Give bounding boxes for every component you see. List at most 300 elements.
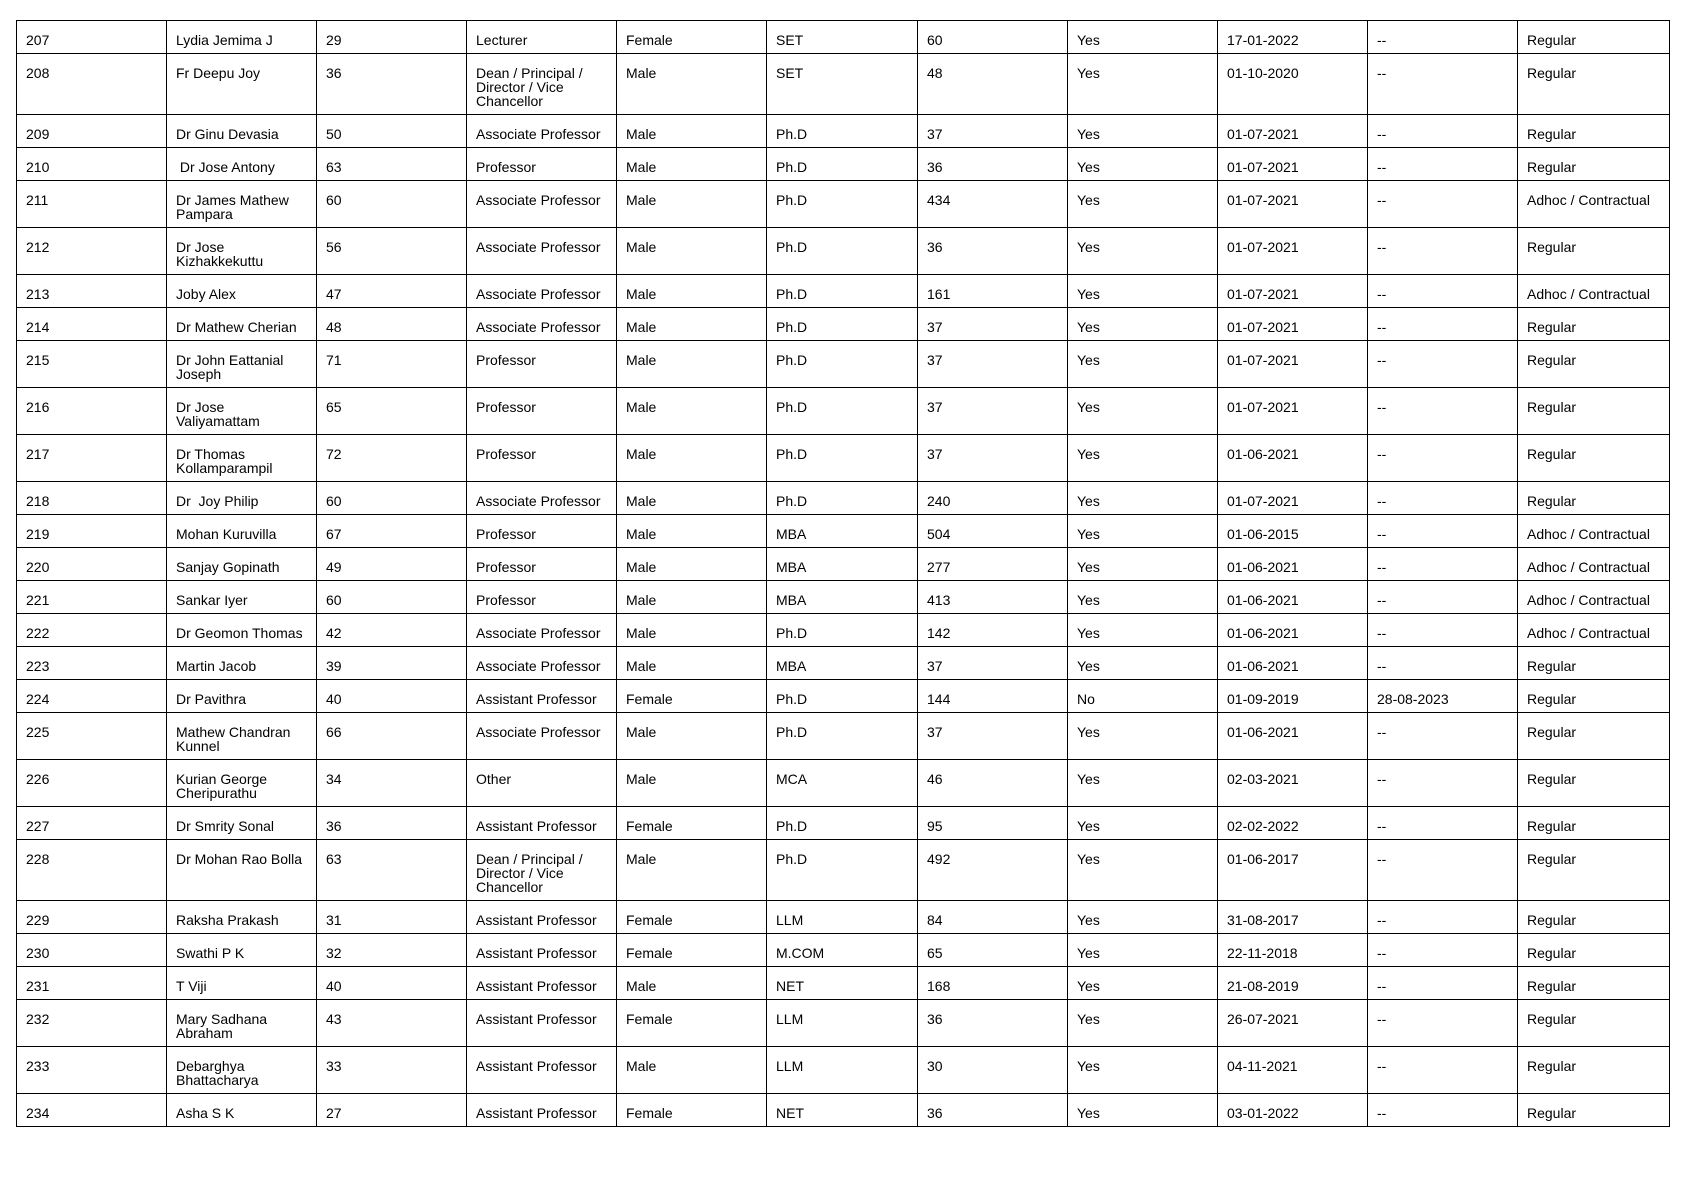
qualification-cell: Ph.D [767,148,918,181]
currently-serving-cell: Yes [1068,308,1218,341]
gender-cell: Male [617,228,767,275]
name-cell: Mary Sadhana Abraham [167,1000,317,1047]
joining-date-cell: 02-02-2022 [1218,807,1368,840]
appointment-type-cell: Regular [1518,435,1670,482]
currently-serving-cell: Yes [1068,54,1218,115]
appointment-type-cell: Regular [1518,341,1670,388]
table-row [17,840,1670,901]
qualification-cell: NET [767,967,918,1000]
serial-number-cell: 224 [17,680,167,713]
experience-cell: 413 [918,581,1068,614]
currently-serving-cell: Yes [1068,760,1218,807]
experience-cell: 48 [918,54,1068,115]
gender-cell: Male [617,341,767,388]
table-row [17,647,1670,680]
qualification-cell: LLM [767,1000,918,1047]
appointment-type-cell: Regular [1518,840,1670,901]
currently-serving-cell: No [1068,680,1218,713]
table-row [17,614,1670,647]
experience-cell: 37 [918,435,1068,482]
experience-cell: 161 [918,275,1068,308]
joining-date-cell: 22-11-2018 [1218,934,1368,967]
leaving-date-cell: -- [1368,760,1518,807]
name-cell: Dr Thomas Kollamparampil [167,435,317,482]
currently-serving-cell: Yes [1068,840,1218,901]
experience-cell: 36 [918,1000,1068,1047]
name-cell: Dr Mathew Cherian [167,308,317,341]
joining-date-cell: 31-08-2017 [1218,901,1368,934]
gender-cell: Male [617,647,767,680]
appointment-type-cell: Adhoc / Contractual [1518,581,1670,614]
currently-serving-cell: Yes [1068,581,1218,614]
leaving-date-cell: -- [1368,807,1518,840]
designation-cell: Associate Professor [467,482,617,515]
table-row [17,228,1670,275]
appointment-type-cell: Regular [1518,680,1670,713]
gender-cell: Female [617,1094,767,1127]
serial-number-cell: 208 [17,54,167,115]
serial-number-cell: 214 [17,308,167,341]
designation-cell: Associate Professor [467,275,617,308]
leaving-date-cell: -- [1368,388,1518,435]
designation-cell: Associate Professor [467,228,617,275]
currently-serving-cell: Yes [1068,807,1218,840]
gender-cell: Male [617,308,767,341]
leaving-date-cell: -- [1368,967,1518,1000]
gender-cell: Male [617,515,767,548]
name-cell: Joby Alex [167,275,317,308]
name-cell: Dr Jose Antony [167,148,317,181]
appointment-type-cell: Regular [1518,54,1670,115]
table-row [17,760,1670,807]
table-row [17,482,1670,515]
age-cell: 27 [317,1094,467,1127]
gender-cell: Male [617,967,767,1000]
table-row [17,967,1670,1000]
designation-cell: Associate Professor [467,713,617,760]
name-cell: Lydia Jemima J [167,21,317,54]
name-cell: Dr Pavithra [167,680,317,713]
table-row [17,581,1670,614]
joining-date-cell: 01-06-2015 [1218,515,1368,548]
gender-cell: Female [617,807,767,840]
age-cell: 40 [317,967,467,1000]
leaving-date-cell: -- [1368,228,1518,275]
name-cell: Sanjay Gopinath [167,548,317,581]
designation-cell: Associate Professor [467,647,617,680]
serial-number-cell: 221 [17,581,167,614]
joining-date-cell: 01-07-2021 [1218,308,1368,341]
qualification-cell: LLM [767,901,918,934]
qualification-cell: MBA [767,647,918,680]
age-cell: 72 [317,435,467,482]
table-row [17,807,1670,840]
age-cell: 60 [317,181,467,228]
experience-cell: 142 [918,614,1068,647]
name-cell: T Viji [167,967,317,1000]
currently-serving-cell: Yes [1068,548,1218,581]
serial-number-cell: 229 [17,901,167,934]
table-row [17,115,1670,148]
serial-number-cell: 225 [17,713,167,760]
leaving-date-cell: 28-08-2023 [1368,680,1518,713]
experience-cell: 36 [918,148,1068,181]
serial-number-cell: 219 [17,515,167,548]
qualification-cell: M.COM [767,934,918,967]
currently-serving-cell: Yes [1068,181,1218,228]
table-row [17,713,1670,760]
appointment-type-cell: Regular [1518,21,1670,54]
experience-cell: 84 [918,901,1068,934]
joining-date-cell: 01-06-2021 [1218,581,1368,614]
currently-serving-cell: Yes [1068,275,1218,308]
experience-cell: 492 [918,840,1068,901]
experience-cell: 60 [918,21,1068,54]
age-cell: 47 [317,275,467,308]
currently-serving-cell: Yes [1068,21,1218,54]
currently-serving-cell: Yes [1068,515,1218,548]
serial-number-cell: 210 [17,148,167,181]
gender-cell: Female [617,680,767,713]
joining-date-cell: 01-07-2021 [1218,228,1368,275]
appointment-type-cell: Regular [1518,228,1670,275]
leaving-date-cell: -- [1368,515,1518,548]
table-row [17,308,1670,341]
leaving-date-cell: -- [1368,308,1518,341]
name-cell: Dr James Mathew Pampara [167,181,317,228]
appointment-type-cell: Regular [1518,1000,1670,1047]
gender-cell: Male [617,548,767,581]
appointment-type-cell: Adhoc / Contractual [1518,515,1670,548]
designation-cell: Dean / Principal / Director / Vice Chancellor [467,54,617,115]
name-cell: Dr Joy Philip [167,482,317,515]
joining-date-cell: 01-06-2021 [1218,614,1368,647]
experience-cell: 37 [918,308,1068,341]
designation-cell: Associate Professor [467,115,617,148]
qualification-cell: Ph.D [767,680,918,713]
qualification-cell: Ph.D [767,275,918,308]
leaving-date-cell: -- [1368,181,1518,228]
experience-cell: 168 [918,967,1068,1000]
table-row [17,680,1670,713]
joining-date-cell: 01-07-2021 [1218,388,1368,435]
currently-serving-cell: Yes [1068,901,1218,934]
leaving-date-cell: -- [1368,614,1518,647]
table-row [17,901,1670,934]
age-cell: 50 [317,115,467,148]
serial-number-cell: 212 [17,228,167,275]
table-row [17,21,1670,54]
gender-cell: Male [617,713,767,760]
age-cell: 39 [317,647,467,680]
gender-cell: Female [617,1000,767,1047]
age-cell: 31 [317,901,467,934]
serial-number-cell: 213 [17,275,167,308]
leaving-date-cell: -- [1368,1000,1518,1047]
experience-cell: 30 [918,1047,1068,1094]
table-row [17,181,1670,228]
experience-cell: 37 [918,115,1068,148]
table-row [17,1094,1670,1127]
age-cell: 43 [317,1000,467,1047]
serial-number-cell: 216 [17,388,167,435]
designation-cell: Professor [467,341,617,388]
serial-number-cell: 217 [17,435,167,482]
qualification-cell: MBA [767,548,918,581]
qualification-cell: LLM [767,1047,918,1094]
leaving-date-cell: -- [1368,934,1518,967]
table-row [17,1047,1670,1094]
name-cell: Mathew Chandran Kunnel [167,713,317,760]
leaving-date-cell: -- [1368,1094,1518,1127]
joining-date-cell: 04-11-2021 [1218,1047,1368,1094]
qualification-cell: Ph.D [767,482,918,515]
serial-number-cell: 223 [17,647,167,680]
gender-cell: Male [617,614,767,647]
gender-cell: Male [617,482,767,515]
currently-serving-cell: Yes [1068,435,1218,482]
age-cell: 67 [317,515,467,548]
joining-date-cell: 01-06-2021 [1218,435,1368,482]
gender-cell: Male [617,760,767,807]
appointment-type-cell: Adhoc / Contractual [1518,614,1670,647]
serial-number-cell: 211 [17,181,167,228]
designation-cell: Associate Professor [467,181,617,228]
gender-cell: Male [617,1047,767,1094]
serial-number-cell: 232 [17,1000,167,1047]
qualification-cell: Ph.D [767,840,918,901]
designation-cell: Professor [467,515,617,548]
leaving-date-cell: -- [1368,647,1518,680]
qualification-cell: Ph.D [767,228,918,275]
joining-date-cell: 03-01-2022 [1218,1094,1368,1127]
joining-date-cell: 01-07-2021 [1218,482,1368,515]
joining-date-cell: 01-10-2020 [1218,54,1368,115]
name-cell: Debarghya Bhattacharya [167,1047,317,1094]
qualification-cell: Ph.D [767,341,918,388]
qualification-cell: Ph.D [767,614,918,647]
appointment-type-cell: Regular [1518,148,1670,181]
joining-date-cell: 01-06-2017 [1218,840,1368,901]
gender-cell: Male [617,388,767,435]
name-cell: Dr Ginu Devasia [167,115,317,148]
currently-serving-cell: Yes [1068,713,1218,760]
gender-cell: Male [617,581,767,614]
qualification-cell: MCA [767,760,918,807]
experience-cell: 37 [918,713,1068,760]
appointment-type-cell: Regular [1518,1047,1670,1094]
gender-cell: Male [617,840,767,901]
joining-date-cell: 01-07-2021 [1218,181,1368,228]
appointment-type-cell: Regular [1518,388,1670,435]
leaving-date-cell: -- [1368,1047,1518,1094]
gender-cell: Male [617,275,767,308]
leaving-date-cell: -- [1368,54,1518,115]
table-row [17,388,1670,435]
age-cell: 60 [317,482,467,515]
name-cell: Dr Geomon Thomas [167,614,317,647]
joining-date-cell: 01-07-2021 [1218,275,1368,308]
table-row [17,341,1670,388]
table-row [17,515,1670,548]
currently-serving-cell: Yes [1068,148,1218,181]
designation-cell: Other [467,760,617,807]
experience-cell: 37 [918,341,1068,388]
serial-number-cell: 230 [17,934,167,967]
joining-date-cell: 21-08-2019 [1218,967,1368,1000]
age-cell: 33 [317,1047,467,1094]
table-row [17,435,1670,482]
designation-cell: Assistant Professor [467,934,617,967]
currently-serving-cell: Yes [1068,647,1218,680]
currently-serving-cell: Yes [1068,1000,1218,1047]
name-cell: Asha S K [167,1094,317,1127]
designation-cell: Assistant Professor [467,901,617,934]
age-cell: 56 [317,228,467,275]
designation-cell: Associate Professor [467,308,617,341]
qualification-cell: Ph.D [767,115,918,148]
serial-number-cell: 207 [17,21,167,54]
name-cell: Dr Smrity Sonal [167,807,317,840]
age-cell: 42 [317,614,467,647]
name-cell: Dr Jose Kizhakkekuttu [167,228,317,275]
appointment-type-cell: Regular [1518,115,1670,148]
experience-cell: 37 [918,388,1068,435]
qualification-cell: Ph.D [767,713,918,760]
designation-cell: Professor [467,148,617,181]
appointment-type-cell: Adhoc / Contractual [1518,275,1670,308]
experience-cell: 46 [918,760,1068,807]
experience-cell: 36 [918,228,1068,275]
leaving-date-cell: -- [1368,901,1518,934]
experience-cell: 65 [918,934,1068,967]
name-cell: Swathi P K [167,934,317,967]
serial-number-cell: 209 [17,115,167,148]
qualification-cell: Ph.D [767,807,918,840]
appointment-type-cell: Regular [1518,760,1670,807]
age-cell: 71 [317,341,467,388]
table-row [17,54,1670,115]
designation-cell: Assistant Professor [467,1094,617,1127]
appointment-type-cell: Regular [1518,901,1670,934]
joining-date-cell: 01-06-2021 [1218,713,1368,760]
leaving-date-cell: -- [1368,148,1518,181]
table-row [17,934,1670,967]
leaving-date-cell: -- [1368,713,1518,760]
currently-serving-cell: Yes [1068,934,1218,967]
serial-number-cell: 215 [17,341,167,388]
leaving-date-cell: -- [1368,341,1518,388]
experience-cell: 37 [918,647,1068,680]
designation-cell: Assistant Professor [467,680,617,713]
designation-cell: Professor [467,581,617,614]
appointment-type-cell: Regular [1518,308,1670,341]
serial-number-cell: 234 [17,1094,167,1127]
gender-cell: Male [617,54,767,115]
currently-serving-cell: Yes [1068,614,1218,647]
gender-cell: Female [617,901,767,934]
appointment-type-cell: Adhoc / Contractual [1518,181,1670,228]
name-cell: Fr Deepu Joy [167,54,317,115]
name-cell: Mohan Kuruvilla [167,515,317,548]
experience-cell: 36 [918,1094,1068,1127]
leaving-date-cell: -- [1368,840,1518,901]
currently-serving-cell: Yes [1068,388,1218,435]
joining-date-cell: 26-07-2021 [1218,1000,1368,1047]
designation-cell: Professor [467,435,617,482]
age-cell: 32 [317,934,467,967]
appointment-type-cell: Regular [1518,713,1670,760]
name-cell: Dr John Eattanial Joseph [167,341,317,388]
table-row [17,148,1670,181]
experience-cell: 240 [918,482,1068,515]
name-cell: Dr Mohan Rao Bolla [167,840,317,901]
designation-cell: Assistant Professor [467,807,617,840]
age-cell: 60 [317,581,467,614]
faculty-table-page [16,20,1669,1127]
name-cell: Raksha Prakash [167,901,317,934]
currently-serving-cell: Yes [1068,228,1218,275]
leaving-date-cell: -- [1368,548,1518,581]
joining-date-cell: 01-09-2019 [1218,680,1368,713]
currently-serving-cell: Yes [1068,341,1218,388]
serial-number-cell: 218 [17,482,167,515]
appointment-type-cell: Regular [1518,967,1670,1000]
joining-date-cell: 01-07-2021 [1218,115,1368,148]
designation-cell: Dean / Principal / Director / Vice Chancellor [467,840,617,901]
experience-cell: 504 [918,515,1068,548]
gender-cell: Male [617,148,767,181]
serial-number-cell: 220 [17,548,167,581]
age-cell: 36 [317,807,467,840]
leaving-date-cell: -- [1368,581,1518,614]
leaving-date-cell: -- [1368,435,1518,482]
appointment-type-cell: Regular [1518,807,1670,840]
age-cell: 40 [317,680,467,713]
table-body [17,21,1670,1127]
appointment-type-cell: Adhoc / Contractual [1518,548,1670,581]
designation-cell: Lecturer [467,21,617,54]
appointment-type-cell: Regular [1518,482,1670,515]
experience-cell: 95 [918,807,1068,840]
qualification-cell: SET [767,21,918,54]
designation-cell: Professor [467,388,617,435]
joining-date-cell: 01-06-2021 [1218,647,1368,680]
serial-number-cell: 226 [17,760,167,807]
leaving-date-cell: -- [1368,21,1518,54]
joining-date-cell: 01-06-2021 [1218,548,1368,581]
age-cell: 63 [317,840,467,901]
experience-cell: 144 [918,680,1068,713]
age-cell: 63 [317,148,467,181]
age-cell: 49 [317,548,467,581]
qualification-cell: Ph.D [767,388,918,435]
joining-date-cell: 17-01-2022 [1218,21,1368,54]
qualification-cell: SET [767,54,918,115]
experience-cell: 434 [918,181,1068,228]
age-cell: 48 [317,308,467,341]
designation-cell: Assistant Professor [467,967,617,1000]
gender-cell: Male [617,115,767,148]
name-cell: Martin Jacob [167,647,317,680]
qualification-cell: MBA [767,515,918,548]
currently-serving-cell: Yes [1068,1047,1218,1094]
qualification-cell: MBA [767,581,918,614]
serial-number-cell: 231 [17,967,167,1000]
qualification-cell: NET [767,1094,918,1127]
experience-cell: 277 [918,548,1068,581]
qualification-cell: Ph.D [767,181,918,228]
